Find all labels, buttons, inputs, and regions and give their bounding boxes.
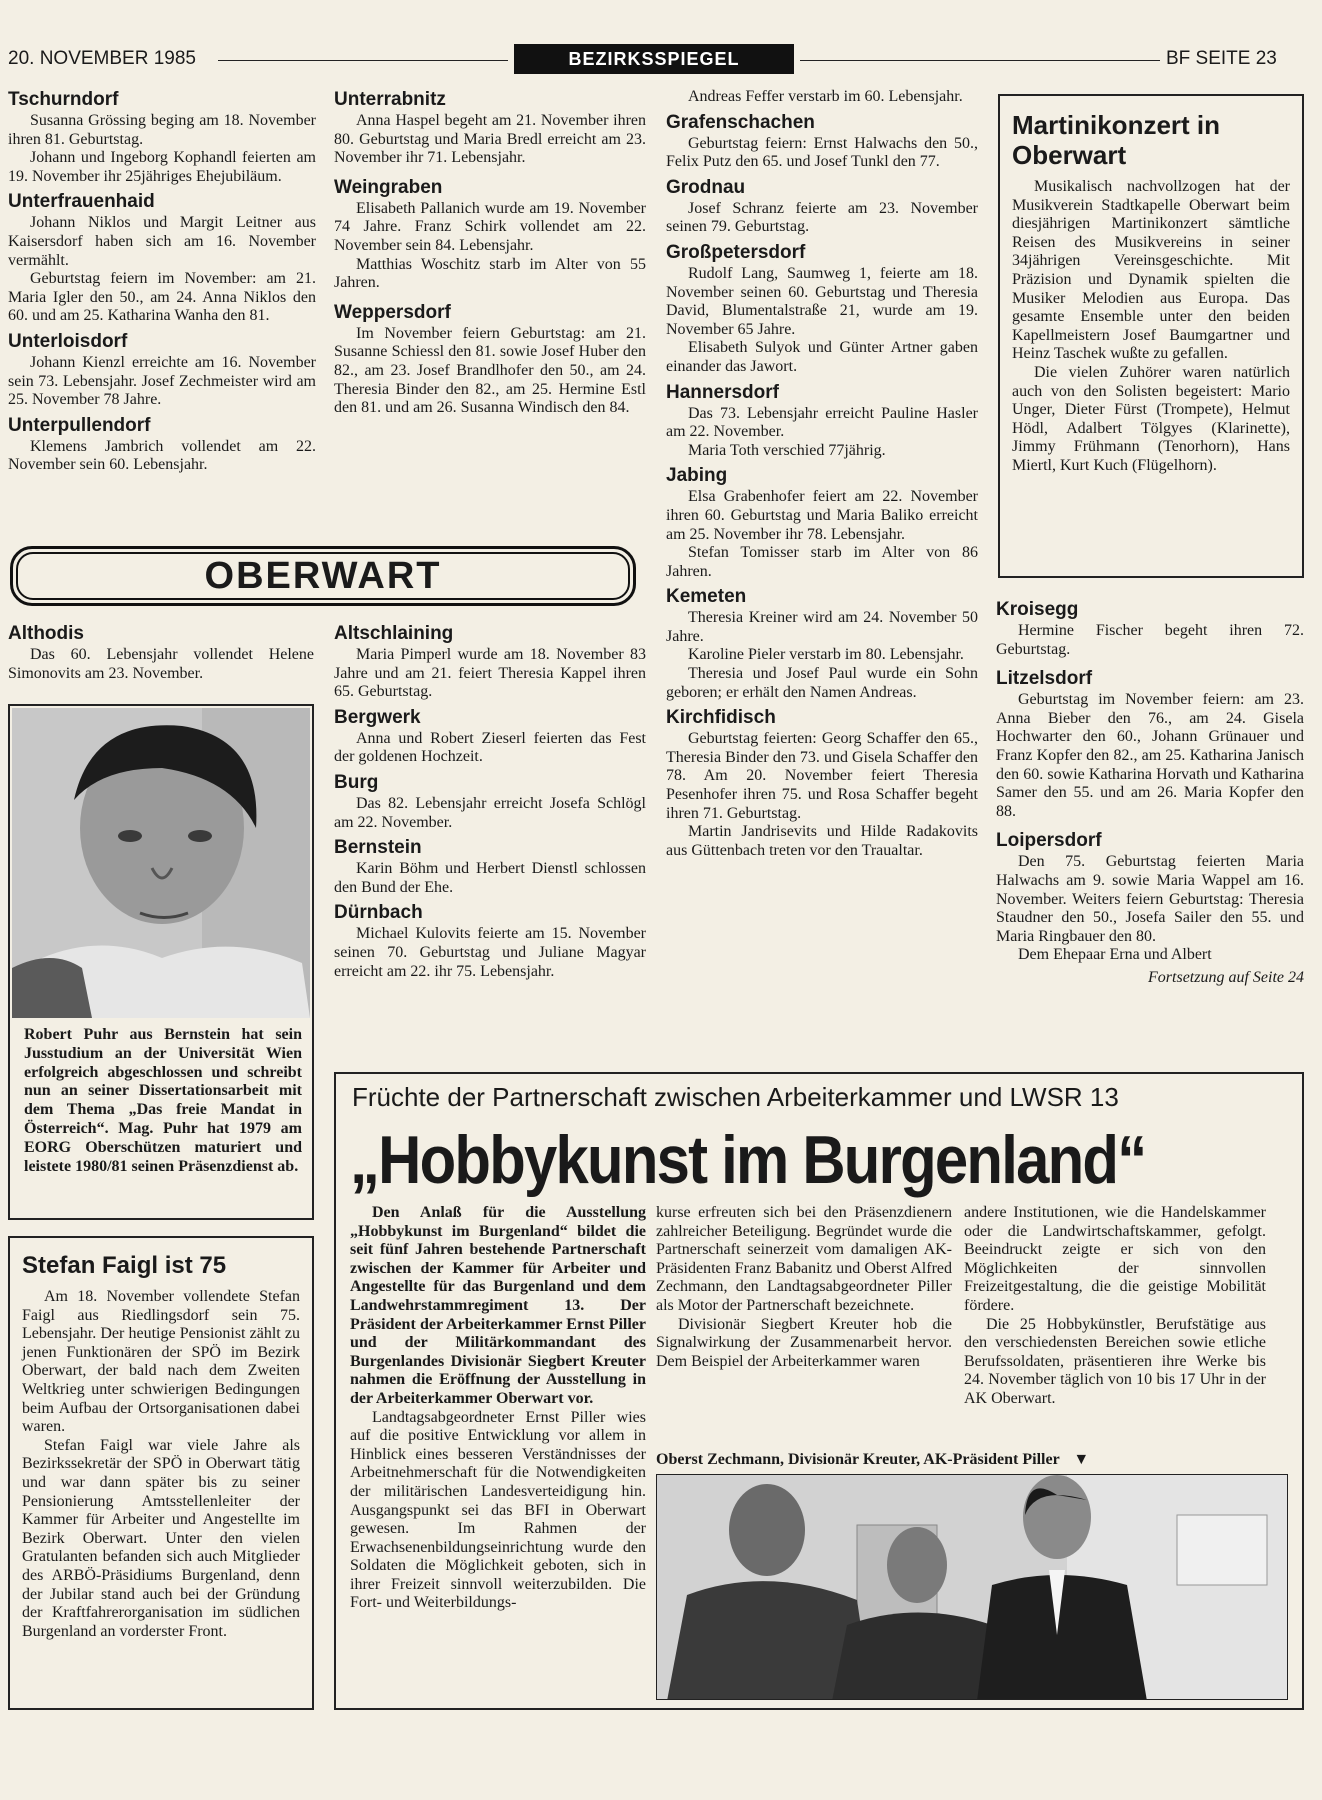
paragraph: andere Institutionen, wie die Handelskammer oder die Landwirtschaftskammer, gefolgt. Beeindruckt zeigte er sich von den Möglichkeiten der sinnvollen Freizeitgestaltung, die die geistige Mobilität fördere. xyxy=(964,1204,1266,1314)
header-section-label: BEZIRKSSPIEGEL xyxy=(568,49,740,69)
paragraph: Stefan Tomisser starb im Alter von 86 Jahren. xyxy=(666,544,978,580)
article-unterrabnitz xyxy=(334,88,646,168)
paragraph: Elisabeth Pallanich wurde am 19. November 74 Jahre. Franz Schirk vollendet am 22. November sein 84. Lebensjahr. xyxy=(334,199,646,254)
paragraph: Anna Haspel begeht am 21. November ihren 80. Geburtstag und Maria Bredl erreicht am 23. November ihr 71. Lebensjahr. xyxy=(334,112,646,167)
paragraph: Theresia und Josef Paul wurde ein Sohn geboren; er erhält den Namen Andreas. xyxy=(666,665,978,701)
article-unterloisdorf xyxy=(8,330,316,410)
heading: Unterloisdorf xyxy=(8,330,128,352)
article-unterfrauenhaid xyxy=(8,190,316,326)
heading: Hannersdorf xyxy=(666,381,779,403)
heading: Unterpullendorf xyxy=(8,414,151,436)
martinikonzert-box xyxy=(998,94,1304,578)
heading: Bernstein xyxy=(334,837,422,859)
article-kroisegg xyxy=(996,598,1304,659)
hobbykunst-col-2 xyxy=(656,1204,952,1371)
heading: Grafenschachen xyxy=(666,111,815,133)
paragraph: Die vielen Zuhörer waren natürlich auch von den Solisten begeistert: Mario Unger, Dieter Fürst (Trompete), Helmut Hödl, Adalbert Tölgyes (Klarinette), Jimmy Frühmann (Tenorhorn), Hans Miertl, Kurt Kuch (Flügelhorn). xyxy=(1012,363,1290,474)
column-2 xyxy=(334,88,646,418)
paragraph: Geburtstag im November feiern: am 23. Anna Bieber den 76., am 24. Gisela Hochwarter den 60., Johann Grünauer und Franz Kopfer den 82., am 25. Katharina Janisch den 60. sowie Katharina Horvath und Katharina Samer den 55. und am 26. Maria Kopfer den 88. xyxy=(996,691,1304,820)
hobbykunst-lead: Den Anlaß für die Ausstellung „Hobbykunst im Burgenland“ bildet die seit fünf Jahren bestehende Partnerschaft zwischen der Kammer für Arbeiter und Angestellte für das Burgenland und dem Landwehrstammregiment 13. Der Präsident der Arbeiterkammer Ernst Piller und der Militärkommandant des Burgenlandes Divisionär Siegbert Kreuter nahmen die Eröffnung der Ausstellung in der Arbeiterkammer Oberwart vor. xyxy=(350,1204,646,1407)
paragraph: Martin Jandrisevits und Hilde Radakovits aus Güttenbach treten vor den Traualtar. xyxy=(666,823,978,859)
heading: Burg xyxy=(334,771,379,793)
article-loipersdorf xyxy=(996,829,1304,965)
article-unterpullendorf xyxy=(8,414,316,475)
photo-caption-text: Oberst Zechmann, Divisionär Kreuter, AK-Präsident Piller xyxy=(656,1451,1060,1468)
paragraph: Elisabeth Sulyok und Günter Artner gaben einander das Jawort. xyxy=(666,339,978,375)
paragraph: Josef Schranz feierte am 23. November seinen 79. Geburtstag. xyxy=(666,199,978,236)
paragraph: kurse erfreuten sich bei den Präsenzdienern zahlreicher Beteiligung. Begründet wurde die Partnerschaft seinerzeit vom damaligen AK-Präsidenten Franz Babanitz und Oberst Alfred Zechmann, den Landtagsabgeordneter Piller als Motor der Partnerschaft bezeichnete. xyxy=(656,1204,952,1314)
column-1 xyxy=(8,88,316,475)
faigl-title: Stefan Faigl ist 75 xyxy=(22,1252,227,1279)
arrow-down-icon: ▼ xyxy=(1073,1451,1090,1468)
article-weingraben xyxy=(334,176,646,293)
paragraph: Hermine Fischer begeht ihren 72. Geburtstag. xyxy=(996,622,1304,658)
article-burg xyxy=(334,771,646,832)
hobbykunst-article xyxy=(334,1072,1304,1710)
column-4 xyxy=(996,598,1304,987)
article-kirchfidisch xyxy=(666,706,978,860)
hobbykunst-col-1 xyxy=(350,1204,646,1613)
header-rule-left xyxy=(218,60,508,61)
paragraph: Divisionär Siegbert Kreuter hob die Signalwirkung der Zusammenarbeit hervor. Dem Beispiel der Arbeiterkammer waren xyxy=(656,1315,952,1370)
heading: Kirchfidisch xyxy=(666,707,776,729)
paragraph: Johann Kienzl erreichte am 16. November sein 73. Lebensjahr. Josef Zechmeister wird am 25. November 78 Jahre. xyxy=(8,353,316,409)
article-grodnau xyxy=(666,176,978,237)
paragraph: Rudolf Lang, Saumweg 1, feierte am 18. November seinen 60. Geburtstag und Theresia David, Blumentalstraße 21, wurde am 19. November 65 Jahre. xyxy=(666,264,978,338)
paragraph: Das 60. Lebensjahr vollendet Helene Simonovits am 23. November. xyxy=(8,646,314,682)
heading: Unterrabnitz xyxy=(334,89,446,110)
heading: Litzelsdorf xyxy=(996,668,1093,690)
header-date: 20. NOVEMBER 1985 xyxy=(8,48,196,69)
heading: Kemeten xyxy=(666,586,747,608)
puhr-caption: Robert Puhr aus Bernstein hat sein Jusstudium an der Universität Wien erfolgreich abgeschlossen und schreibt nun an seiner Dissertationsarbeit mit dem Thema „Das freie Mandat in Österreich“. Mag. Puhr hat 1979 am EORG Oberschützen maturiert und leistete 1980/81 seinen Präsenzdienst ab. xyxy=(24,1026,302,1175)
paragraph: Geburtstag feierten: Georg Schaffer den 65., Theresia Binder den 73. und Gisela Schaffer den 78. Am 20. November feiert Theresia Pesenhofer ihren 75. und Rosa Schaffer begeht ihren 71. Geburtstag. xyxy=(666,730,978,822)
paragraph: Johann und Ingeborg Kophandl feierten am 19. November ihr 25jähriges Ehejubiläum. xyxy=(8,149,316,185)
hobbykunst-col-3 xyxy=(964,1204,1266,1409)
paragraph: Den 75. Geburtstag feierten Maria Halwachs am 9. sowie Maria Wappel am 16. November. Weiters feiern Geburtstag: Theresia Staudner den 50., Josefa Sailer den 55. und Maria Ringbauer den 80. xyxy=(996,853,1304,945)
article-kemeten xyxy=(666,585,978,702)
article-grosspetersdorf xyxy=(666,241,978,377)
header-page: BF SEITE 23 xyxy=(1166,48,1277,69)
heading: Weppersdorf xyxy=(334,301,451,323)
article-grafenschachen xyxy=(666,111,978,172)
martinikonzert-title: Martinikonzert in Oberwart xyxy=(1012,110,1221,170)
portrait-image xyxy=(12,708,310,1018)
heading: Unterfrauenhaid xyxy=(8,191,155,213)
heading: Althodis xyxy=(8,623,84,644)
heading: Kroisegg xyxy=(996,599,1079,620)
article-bernstein xyxy=(334,836,646,897)
paragraph: Andreas Feffer verstarb im 60. Lebensjahr. xyxy=(688,88,963,105)
heading: Tschurndorf xyxy=(8,89,119,110)
paragraph: Die 25 Hobbykünstler, Berufstätige aus den verschiedensten Bereichen sowie etliche Berufssoldaten, präsentieren ihre Werke bis 24. November täglich von 10 bis 17 Uhr in der AK Oberwart. xyxy=(964,1315,1266,1407)
heading: Loipersdorf xyxy=(996,830,1102,852)
article-weppersdorf xyxy=(334,301,646,418)
paragraph: Maria Pimperl wurde am 18. November 83 Jahre und am 21. feiert Theresia Kappel ihren 65. Geburtstag. xyxy=(334,646,646,701)
hobbykunst-title: „Hobbykunst im Burgenland“ xyxy=(350,1122,1146,1198)
paragraph: Karin Böhm und Herbert Dienstl schlossen den Bund der Ehe. xyxy=(334,860,646,896)
heading: Großpetersdorf xyxy=(666,241,806,263)
paragraph: Am 18. November vollendete Stefan Faigl aus Riedlingsdorf sein 75. Lebensjahr. Der heutige Pensionist zählt zu jenen Funktionären der SPÖ im Bezirk Oberwart, der bald nach dem Zweiten Weltkrieg unter schwierigen Bedingungen beim Aufbau der Ortsorganisationen dabei waren. xyxy=(22,1288,300,1436)
paragraph: Elsa Grabenhofer feiert am 22. November ihren 60. Geburtstag und Maria Baliko erreicht am 25. November ihr 78. Lebensjahr. xyxy=(666,488,978,543)
hobbykunst-kicker: Früchte der Partnerschaft zwischen Arbeiterkammer und LWSR 13 xyxy=(352,1082,1119,1112)
article-litzelsdorf xyxy=(996,667,1304,821)
article-feffer xyxy=(666,88,978,107)
paragraph: Karoline Pieler verstarb im 80. Lebensjahr. xyxy=(688,646,964,664)
portrait-photo xyxy=(12,708,310,1018)
paragraph: Das 82. Lebensjahr erreicht Josefa Schlögl am 22. November. xyxy=(334,794,646,831)
heading: Weingraben xyxy=(334,176,443,198)
paragraph: Musikalisch nachvollzogen hat der Musikverein Stadtkapelle Oberwart beim diesjährigen Martinikonzert sämtliche Reisen des Musikvereins in seiner 34jährigen Vereinsgeschichte. Mit Präzision und Dynamik spielten die Musiker Melodien aus Europa. Das gesamte Ensemble unter den beiden Kapellmeistern Josef Baumgartner und Heinz Taschek wußte zu gefallen. xyxy=(1012,178,1290,363)
paragraph: Klemens Jambrich vollendet am 22. November sein 60. Lebensjahr. xyxy=(8,437,316,474)
fortsetzung-note: Fortsetzung auf Seite 24 xyxy=(1148,968,1304,986)
paragraph: Dem Ehepaar Erna und Albert xyxy=(1018,946,1212,964)
paragraph: Maria Toth verschied 77jährig. xyxy=(688,441,886,459)
paragraph: Michael Kulovits feierte am 15. November seinen 70. Geburtstag und Juliane Magyar erreicht am 22. ihr 75. Lebensjahr. xyxy=(334,925,646,980)
article-duernbach xyxy=(334,901,646,981)
paragraph: Im November feiern Geburtstag: am 21. Susanne Schiessl den 81. sowie Josef Huber den 82., am 23. Josef Brandlhofer den 50., am 24. Theresia Binder den 82., am 25. Hermine Estl den 81. und am 26. Susanna Windisch den 84. xyxy=(334,324,646,417)
faigl-box xyxy=(8,1236,314,1710)
paragraph: Das 73. Lebensjahr erreicht Pauline Hasler am 22. November. xyxy=(666,404,978,441)
heading: Dürnbach xyxy=(334,902,423,924)
heading: Jabing xyxy=(666,465,728,487)
oberwart-banner-label: OBERWART xyxy=(204,555,442,597)
group-photo-image xyxy=(657,1475,1288,1700)
article-althodis xyxy=(8,622,314,683)
oberwart-column-2 xyxy=(334,622,646,981)
heading: Altschlaining xyxy=(334,623,454,644)
puhr-photo-box xyxy=(8,704,314,1220)
header-section xyxy=(514,44,794,74)
article-hannersdorf xyxy=(666,381,978,461)
paragraph: Theresia Kreiner wird am 24. November 50 Jahre. xyxy=(666,609,978,645)
article-tschurndorf xyxy=(8,88,316,186)
oberwart-banner xyxy=(10,546,636,606)
paragraph: Geburtstag feiern: Ernst Halwachs den 50., Felix Putz den 65. und Josef Tunkl den 77. xyxy=(666,134,978,171)
header-rule-right xyxy=(800,60,1160,61)
hobbykunst-photo xyxy=(656,1474,1288,1700)
article-jabing xyxy=(666,464,978,581)
hobbykunst-photo-caption xyxy=(656,1450,1286,1470)
paragraph: Matthias Woschitz starb im Alter von 55 Jahren. xyxy=(334,255,646,292)
heading: Bergwerk xyxy=(334,706,421,728)
article-bergwerk xyxy=(334,706,646,767)
paragraph: Stefan Faigl war viele Jahre als Bezirkssekretär der SPÖ in Oberwart tätig und war dann später bis zu seiner Pensionierung Amtsstellenleiter der Kammer für Arbeiter und Angestellte im Bezirk Oberwart. Unter den vielen Gratulanten befanden sich auch Mitglieder des ARBÖ-Präsidiums Burgenland, denn der Jubilar stand auch bei der Gründung der Kraftfahrerorganisation im südlichen Burgenland an vorderster Front. xyxy=(22,1436,300,1640)
paragraph: Anna und Robert Zieserl feierten das Fest der goldenen Hochzeit. xyxy=(334,729,646,766)
heading: Grodnau xyxy=(666,176,746,198)
paragraph: Johann Niklos und Margit Leitner aus Kaisersdorf haben sich am 16. November vermählt. xyxy=(8,214,316,269)
article-altschlaining xyxy=(334,622,646,702)
paragraph: Susanna Grössing beging am 18. November ihren 81. Geburtstag. xyxy=(8,112,316,148)
column-3 xyxy=(666,88,978,860)
paragraph: Geburtstag feiern im November: am 21. Maria Igler den 50., am 24. Anna Niklos den 60. und am 25. Katharina Wanha den 81. xyxy=(8,270,316,325)
paragraph: Landtagsabgeordneter Ernst Piller wies auf die positive Entwicklung vor allem in Hinblick eines besseren Verständnisses der Arbeitnehmerschaft für die Notwendigkeiten der militärischen Landesverteidigung hin. Ausgangspunkt sei das BFI in Oberwart gewesen. Im Rahmen der Erwachsenenbildungseinrichtung wurde den Soldaten die Möglichkeit geboten, sich in ihrer Freizeit sinnvoll weiterzubilden. Die Fort- und Weiterbildungs- xyxy=(350,1408,646,1612)
